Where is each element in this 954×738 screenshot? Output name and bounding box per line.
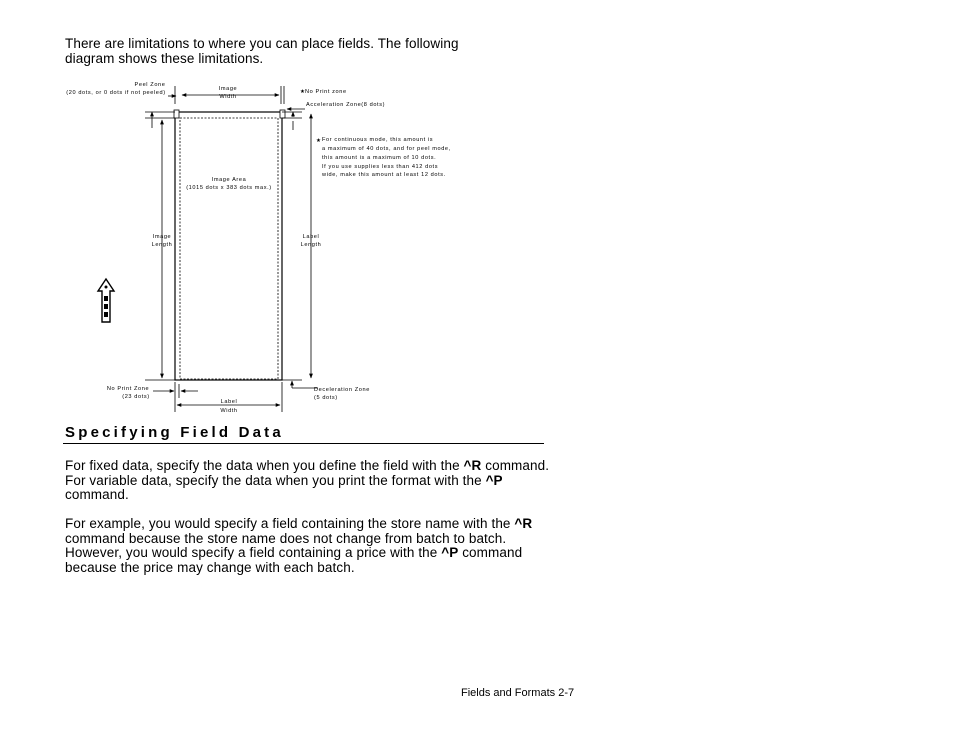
print-zone-marker [280, 110, 285, 118]
image-length-label-1: Image [152, 234, 172, 240]
image-length-label-2: Length [151, 242, 173, 248]
intro-line-1: There are limitations to where you can place fields. The following [65, 36, 459, 51]
no-print-zone-top-label: No Print zone [305, 89, 347, 95]
image-width-label-1: Image [218, 86, 238, 92]
label-width-label-1: Label [220, 399, 238, 405]
section-heading: Specifying Field Data [65, 424, 284, 441]
page-footer: Fields and Formats 2-7 [461, 687, 575, 699]
no-print-zone-bottom-note: (23 dots) [122, 394, 150, 400]
deceleration-zone-label: Deceleration Zone [314, 387, 370, 393]
deceleration-zone-note: (5 dots) [314, 395, 338, 401]
footnote-line-3: this amount is a maximum of 10 dots. [322, 155, 437, 161]
label-width-label-2: Width [220, 408, 238, 414]
command-p: ^P [441, 545, 459, 561]
para2-text-3: command because the price may change with each batch. [65, 545, 523, 575]
para1-text-2: command. For variable data, specify the data when you print the format with the [65, 458, 550, 488]
command-p: ^P [485, 472, 503, 488]
footnote-line-4: If you use supplies less than 412 dots [322, 164, 439, 170]
peel-zone-marker [174, 110, 179, 118]
para1-text-1: For fixed data, specify the data when you define the field with the [65, 458, 464, 473]
para2-text-2: command because the store name does not change from batch to batch. However, you would specify a field containing a price with the [65, 530, 507, 561]
example-paragraph [65, 517, 555, 575]
image-area-note: (1015 dots x 383 dots max.) [186, 185, 272, 191]
no-print-zone-bottom-label: No Print Zone [106, 386, 150, 392]
intro-line-2: diagram shows these limitations. [65, 50, 264, 66]
label-outline [175, 112, 282, 380]
footnote-star-icon: ★ [316, 138, 322, 144]
image-width-label-2: Width [219, 94, 237, 100]
fixed-variable-data-paragraph [65, 459, 555, 503]
label-length-label-1: Label [302, 234, 320, 240]
footnote-line-2: a maximum of 40 dots, and for peel mode, [322, 146, 451, 152]
peel-zone-label: Peel Zone [134, 82, 166, 88]
star-icon: ★ [300, 89, 306, 95]
image-area-label: Image Area [211, 177, 247, 183]
para2-text-1: For example, you would specify a field containing the store name with the [65, 516, 515, 531]
acceleration-zone-label: Acceleration Zone(8 dots) [306, 102, 386, 108]
footnote-line-5: wide, make this amount at least 12 dots. [322, 172, 446, 178]
feed-direction-arrow-icon [98, 279, 114, 322]
label-length-label-2: Length [300, 242, 322, 248]
command-r: ^R [463, 458, 482, 473]
image-area-box [180, 118, 278, 379]
para1-text-3: command. [65, 487, 129, 503]
footnote-line-1: For continuous mode, this amount is [322, 137, 434, 143]
command-r: ^R [514, 516, 533, 531]
peel-zone-note: (20 dots, or 0 dots if not peeled) [66, 90, 166, 96]
heading-rule [63, 443, 544, 444]
